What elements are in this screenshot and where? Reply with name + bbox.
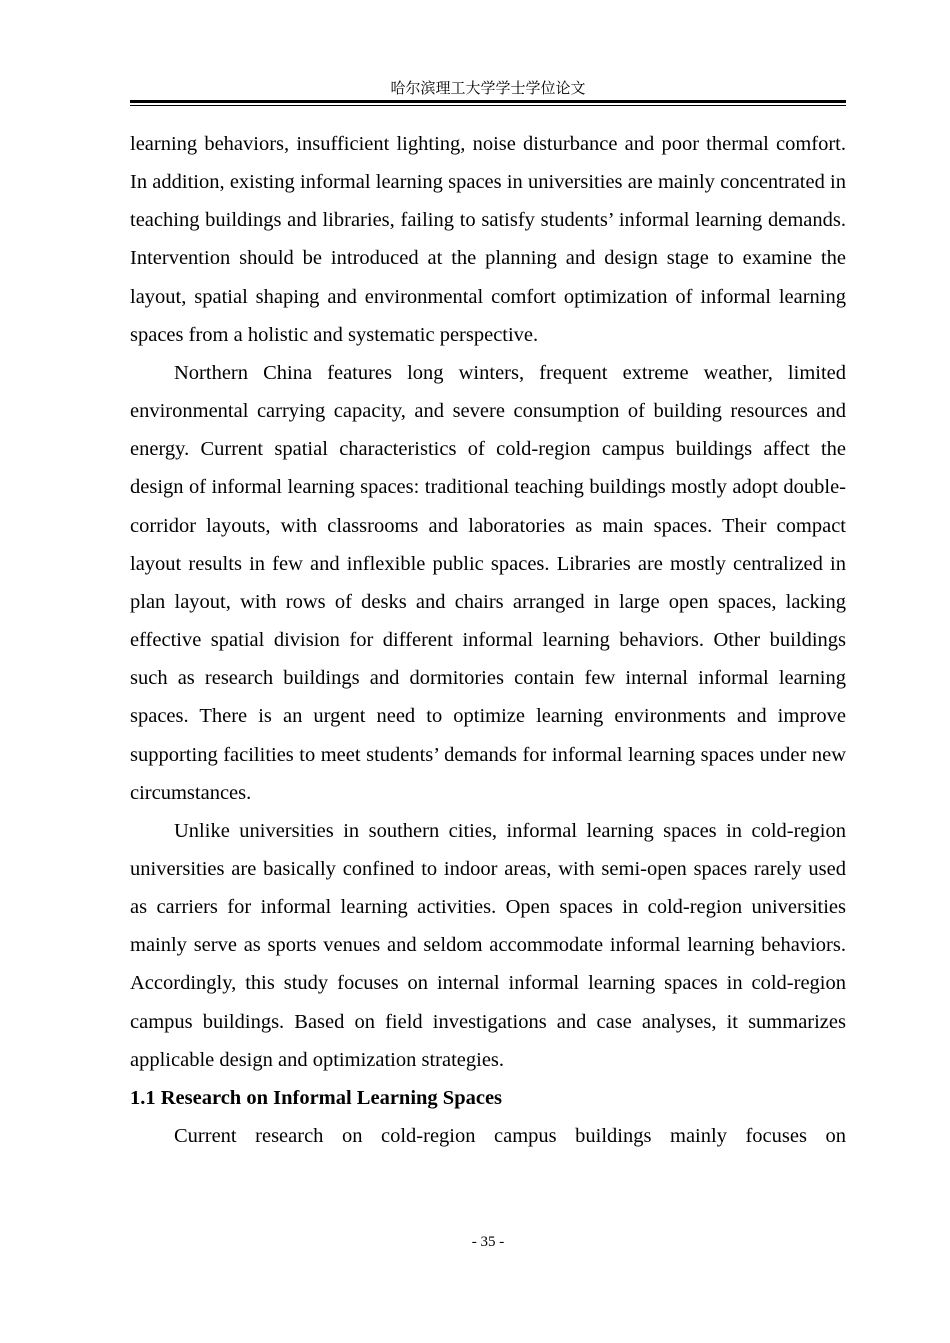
body-text bbox=[130, 125, 846, 1155]
page-number: - 35 - bbox=[471, 1234, 505, 1250]
header-rule-thick bbox=[130, 100, 846, 103]
paragraph-continued: learning behaviors, insufficient lighting, noise disturbance and poor thermal comfort. In addition, existing informal learning spaces in universities are mainly concentrated in teaching buildings and libraries, failing to satisfy students’ informal learning demands. Intervention should be introduced at the planning and design stage to examine the layout, spatial shaping and environmental comfort optimization of informal learning spaces from a holistic and systematic perspective. bbox=[130, 133, 846, 346]
header-rule-thin bbox=[130, 105, 846, 106]
paragraph-section-start: Current research on cold-region campus buildings mainly focuses on bbox=[174, 1125, 846, 1148]
paragraph-northern-china: Northern China features long winters, frequent extreme weather, limited environmental carrying capacity, and severe consumption of building resources and energy. Current spatial characteristics of cold-region campus buildings affect the design of informal learning spaces: traditional teaching buildings mostly adopt double-corridor layouts, with classrooms and laboratories as main spaces. Their compact layout results in few and inflexible public spaces. Libraries are mostly centralized in plan layout, with rows of desks and chairs arranged in large open spaces, lacking effective spatial division for different informal learning behaviors. Other buildings such as research buildings and dormitories contain few internal informal learning spaces. There is an urgent need to optimize learning environments and improve supporting facilities to meet students’ demands for informal learning spaces under new circumstances. bbox=[130, 361, 846, 804]
paragraph-southern-comparison: Unlike universities in southern cities, informal learning spaces in cold-region universities are basically confined to indoor areas, with semi-open spaces rarely used as carriers for informal learning activities. Open spaces in cold-region universities mainly serve as sports venues and seldom accommodate informal learning behaviors. Accordingly, this study focuses on internal informal learning spaces in cold-region campus buildings. Based on field investigations and case analyses, it summarizes applicable design and optimization strategies. bbox=[130, 819, 846, 1071]
running-header: 哈尔滨理工大学学士学位论文 bbox=[390, 79, 586, 97]
section-heading: 1.1 Research on Informal Learning Spaces bbox=[130, 1086, 503, 1109]
